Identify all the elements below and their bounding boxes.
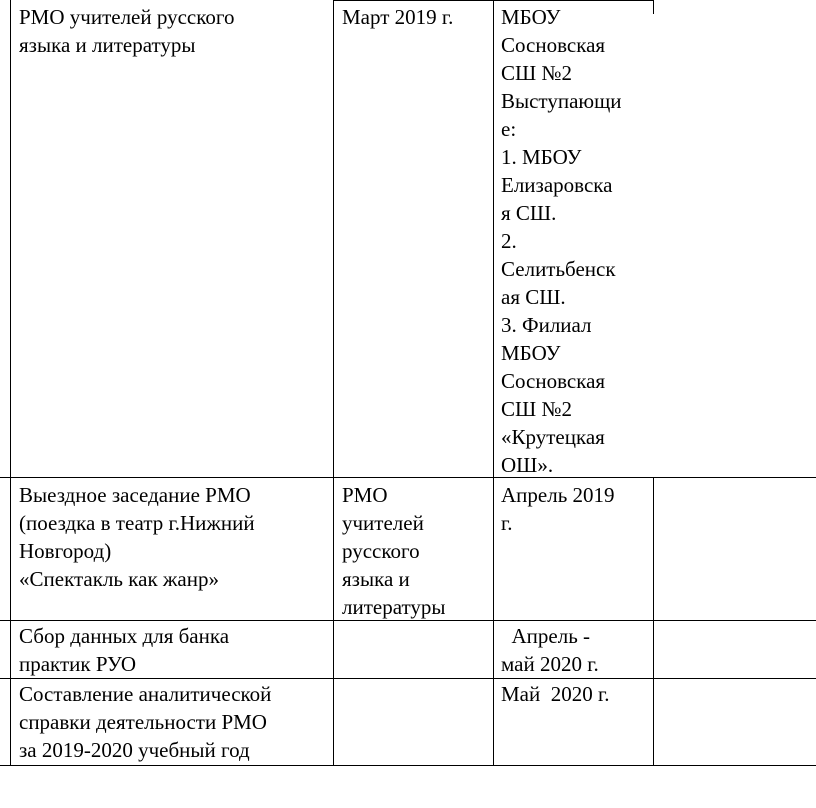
row1-date-line15: СШ №2 [501,397,572,421]
row3-event-cell [19,622,229,678]
row2-date-line2: г. [501,511,513,535]
row3-date-line2: май 2020 г. [501,652,599,676]
row1-date-line12: 3. Филиал [501,313,592,337]
table-border-bottom [0,765,816,766]
row4-event-line3: за 2019-2020 учебный год [19,738,250,762]
row1-date-line10: Селитьбенск [501,257,616,281]
row1-date-line17: ОШ». [501,453,554,477]
row1-date-line4: Выступающи [501,89,622,113]
row1-event-line2: языка и литературы [19,33,196,57]
table-border-col1 [333,0,334,765]
row1-date-cell [501,3,622,479]
row1-date-line14: Сосновская [501,369,606,393]
table-border-col3 [653,0,654,14]
row1-date-line7: Елизаровска [501,173,613,197]
row3-date-cell [501,622,599,678]
row4-event-line1: Составление аналитической [19,682,272,706]
table-border-col3-lower [653,477,654,765]
row4-event-line2: справки деятельности РМО [19,710,267,734]
row1-organizer-line1: Март 2019 г. [342,5,454,29]
row1-event-line1: РМО учителей русского [19,5,235,29]
table-border-top [333,0,653,1]
row2-date-cell [501,481,615,537]
row1-date-line1: МБОУ [501,5,561,29]
row2-event-line4: «Спектакль как жанр» [19,567,219,591]
row-divider-3 [0,678,816,679]
row3-event-line1: Сбор данных для банка [19,624,230,648]
table-border-col2 [493,0,494,765]
row2-date-line1: Апрель 2019 [501,483,615,507]
row2-event-line1: Выездное заседание РМО [19,483,251,507]
row2-event-line2: (поездка в театр г.Нижний [19,511,255,535]
row1-event-cell [19,3,234,59]
row2-event-line3: Новгород) [19,539,112,563]
table-border-left [10,0,11,765]
row1-date-line3: СШ №2 [501,61,572,85]
row3-date-line1: Апрель - [501,624,591,648]
row1-date-line9: 2. [501,229,517,253]
row2-organizer-line4: языка и [342,567,410,591]
row-divider-1 [0,477,816,478]
row1-date-line13: МБОУ [501,341,561,365]
row3-event-line2: практик РУО [19,652,136,676]
row2-organizer-line2: учителей [342,511,424,535]
row4-date-line1: Май 2020 г. [501,682,610,706]
row1-organizer-cell [342,3,453,31]
row4-date-cell [501,680,609,708]
row1-date-line5: е: [501,117,517,141]
row1-date-line11: ая СШ. [501,285,566,309]
row1-date-line8: я СШ. [501,201,557,225]
row2-event-cell [19,481,255,593]
row2-organizer-cell [342,481,446,621]
row2-organizer-line3: русского [342,539,420,563]
row2-organizer-line1: РМО [342,483,388,507]
row1-date-line6: 1. МБОУ [501,145,582,169]
row2-organizer-line5: литературы [342,595,446,619]
row1-date-line16: «Крутецкая [501,425,605,449]
row1-date-line2: Сосновская [501,33,606,57]
row4-event-cell [19,680,271,764]
